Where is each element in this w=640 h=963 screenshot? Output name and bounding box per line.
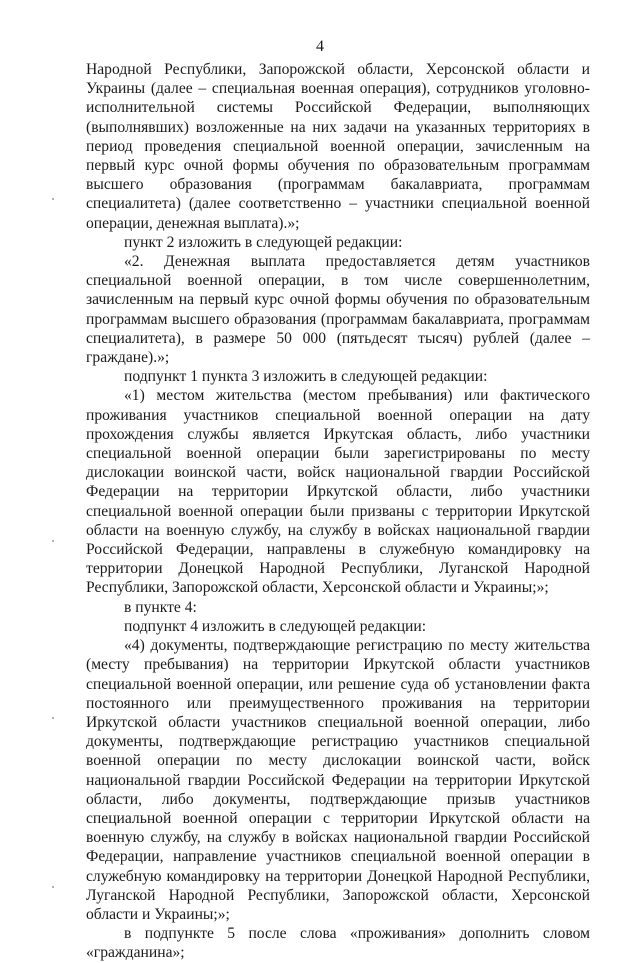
- paragraph: Народной Республики, Запорожской области, Херсонской области и Украины (далее – специальная военная операция), сотрудников уголовно-исполнительной системы Российской Федерации, выполняющих (выполнявших) возложенные на них задачи на указанных территориях в период проведения специальной военной операции, зачисленным на первый курс очной формы обучения по образовательным программам высшего образования (программам бакалавриата, программам специалитета) (далее соответственно – участники специальной военной операции, денежная выплата).»;: [86, 61, 590, 232]
- page-number: 4: [316, 38, 324, 55]
- scan-speck: [52, 198, 54, 200]
- paragraph: в подпункте 5 после слова «проживания» дополнить словом «гражданина»;: [86, 925, 590, 962]
- paragraph: «4) документы, подтверждающие регистрацию по месту жительства (месту пребывания) на территории Иркутской области участников специальной военной операции, или решение суда об установлении факта постоянного или преимущественного проживания на территории Иркутской области участников специальной военной операции, либо документы, подтверждающие регистрацию участников специальной военной операции по месту дислокации воинской части, войск национальной гвардии Российской Федерации на территории Иркутской области, либо документы, подтверждающие призыв участников специальной военной операции с территории Иркутской области на военную службу, на службу в войсках национальной гвардии Российской Федерации, направление участников специальной военной операции в служебную командировку на территории Донецкой Народной Республики, Луганской Народной Республики, Запорожской области, Херсонской области и Украины;»;: [86, 637, 590, 923]
- document-body: [86, 60, 590, 963]
- paragraph: подпункт 4 изложить в следующей редакции:: [124, 617, 427, 635]
- scan-speck: [52, 886, 54, 888]
- scan-speck: [52, 717, 54, 719]
- paragraph: пункт 2 изложить в следующей редакции:: [124, 233, 403, 251]
- paragraph: «2. Денежная выплата предоставляется детям участников специальной военной операции, в том числе совершеннолетним, зачисленным на первый курс очной формы обучения по образовательным программам высшего образования (программам бакалавриата, программам специалитета), в размере 50 000 (пятьдесят тысяч) рублей (далее – граждане).»;: [86, 253, 590, 367]
- paragraph: подпункт 1 пункта 3 изложить в следующей редакции:: [124, 368, 488, 386]
- paragraph: в пункте 4:: [124, 598, 197, 616]
- paragraph: «1) местом жительства (местом пребывания) или фактического проживания участников специальной военной операции на дату прохождения службы является Иркутская область, либо участники специальной военной операции были зарегистрированы по месту дислокации воинской части, войск национальной гвардии Российской Федерации на территории Иркутской области, либо участники специальной военной операции были призваны с территории Иркутской области на военную службу, на службу в войсках национальной гвардии Российской Федерации, направлены в служебную командировку на территории Донецкой Народной Республики, Луганской Народной Республики, Запорожской области, Херсонской области и Украины;»;: [86, 387, 590, 597]
- scan-speck: [52, 540, 54, 542]
